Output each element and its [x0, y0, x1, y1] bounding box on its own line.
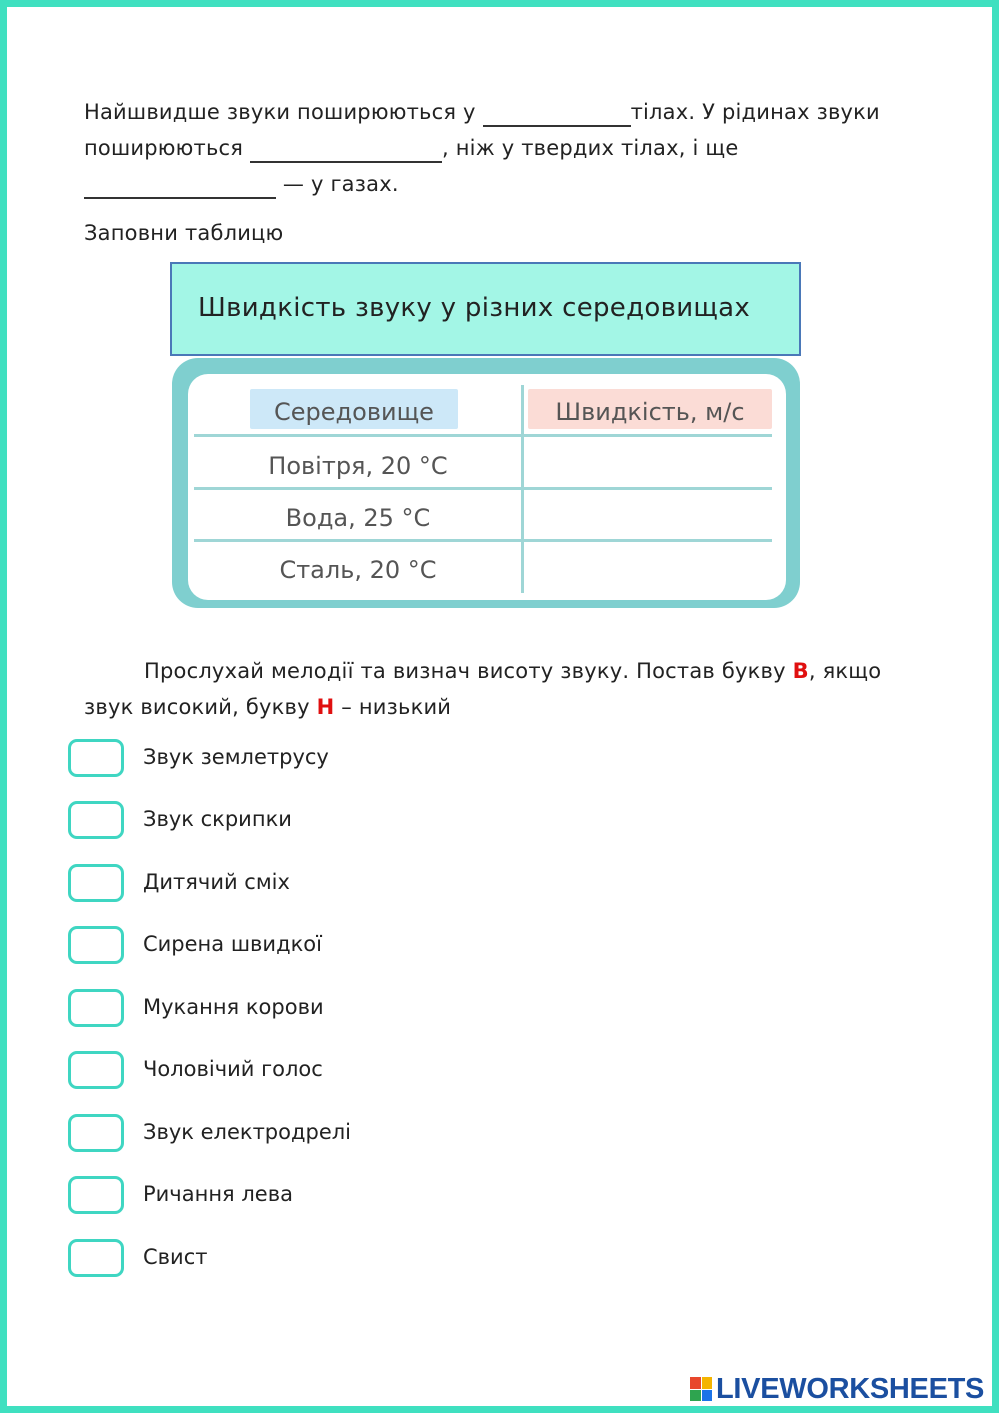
sound-label: Мукання корови [143, 995, 324, 1019]
pitch-text-3: – низький [334, 695, 452, 719]
list-item [68, 801, 668, 845]
sound-label: Дитячий сміх [143, 870, 290, 894]
sound-label: Чоловічий голос [143, 1057, 323, 1081]
table-divider [194, 434, 772, 437]
list-item [68, 1176, 668, 1220]
speed-input-steel[interactable] [530, 549, 770, 589]
list-item [68, 1239, 668, 1283]
table-divider [194, 487, 772, 490]
blank-input-2[interactable] [250, 139, 442, 163]
paragraph-text-1: Найшвидше звуки поширюються у [84, 100, 483, 124]
list-item [68, 864, 668, 908]
row-medium-steel: Сталь, 20 °С [279, 556, 437, 584]
table-title: Швидкість звуку у різних середовищах [170, 262, 801, 356]
speed-input-water[interactable] [530, 497, 770, 537]
list-item [68, 1114, 668, 1158]
table-divider [194, 539, 772, 542]
pitch-text-2: , якщо звук високий, букву [84, 659, 882, 719]
letter-low: Н [316, 695, 335, 719]
answer-box-whistle[interactable] [68, 1239, 124, 1277]
answer-box-siren[interactable] [68, 926, 124, 964]
list-item [68, 739, 668, 783]
logo-icon [690, 1377, 712, 1401]
table-column-divider [521, 385, 524, 593]
pitch-text-1: Прослухай мелодії та визнач висоту звуку. Постав букву [144, 659, 793, 683]
table-instruction: Заповни таблицю [84, 221, 284, 245]
sound-label: Звук землетрусу [143, 745, 329, 769]
answer-box-lion[interactable] [68, 1176, 124, 1214]
answer-box-child-laugh[interactable] [68, 864, 124, 902]
pitch-instruction [84, 653, 904, 725]
list-item [68, 989, 668, 1033]
answer-box-violin[interactable] [68, 801, 124, 839]
answer-box-drill[interactable] [68, 1114, 124, 1152]
paragraph-text-3: , ніж у твердих тілах, і ще [442, 136, 739, 160]
sound-label: Сирена швидкої [143, 932, 322, 956]
fill-in-paragraph [84, 94, 904, 202]
answer-box-cow[interactable] [68, 989, 124, 1027]
header-speed: Швидкість, м/с [555, 398, 745, 426]
list-item [68, 926, 668, 970]
logo-text: LIVEWORKSHEETS [716, 1372, 985, 1405]
blank-input-3[interactable] [84, 175, 276, 199]
paragraph-text-2: тілах. У рідинах звуки поширюються [84, 100, 880, 160]
sound-label: Звук скрипки [143, 807, 292, 831]
list-item [68, 1051, 668, 1095]
header-medium: Середовище [274, 398, 434, 426]
speed-input-air[interactable] [530, 445, 770, 485]
blank-input-1[interactable] [483, 103, 631, 127]
paragraph-text-4: — у газах. [276, 172, 399, 196]
row-medium-air: Повітря, 20 °С [268, 452, 448, 480]
sound-label: Свист [143, 1245, 208, 1269]
sound-label: Звук електродрелі [143, 1120, 352, 1144]
liveworksheets-logo [690, 1372, 984, 1406]
answer-box-earthquake[interactable] [68, 739, 124, 777]
letter-high: В [792, 659, 809, 683]
sound-label: Ричання лева [143, 1182, 293, 1206]
answer-box-male-voice[interactable] [68, 1051, 124, 1089]
row-medium-water: Вода, 25 °С [285, 504, 431, 532]
